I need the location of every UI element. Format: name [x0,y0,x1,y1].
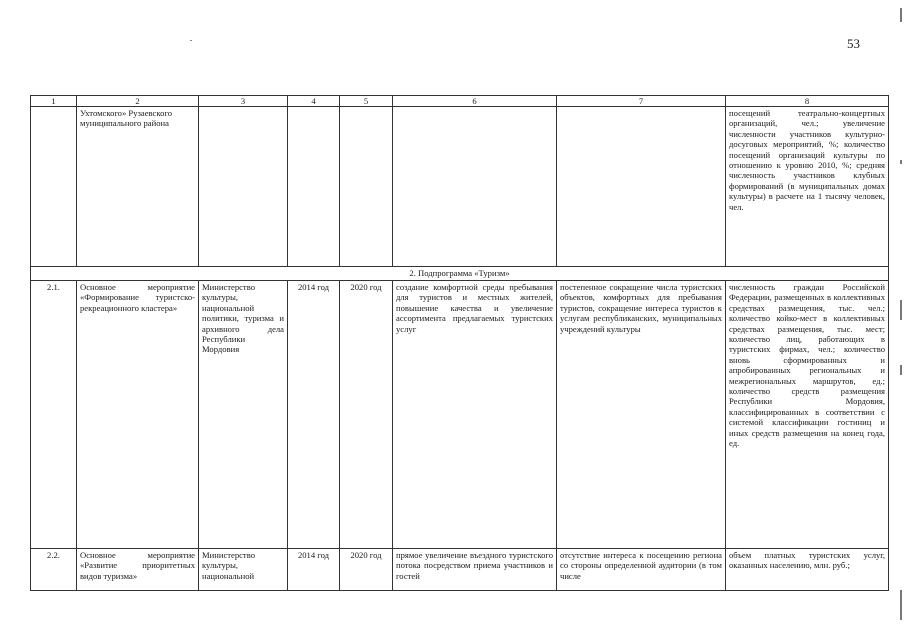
end-cell [340,107,393,267]
executor-cell [199,107,288,267]
indicators-cell: численность граждан Российской Федерации, размещенных в коллективных средствах размещения, тыс. чел.; количество койко-мест в коллективных средствах размещения, тыс. мест; количество лиц, работающих в туристских фирмах, чел.; количество вновь сформированных и апробированных региональных и межрегиональных маршрутов, ед.; количество средств размещения Республики Мордовия, классифицированных в соответствии с системой классификации гостиниц и иных средств размещения на конец года, ед. [726,281,889,549]
end-cell: 2020 год [340,281,393,549]
header-cell: 3 [199,96,288,107]
indicators-cell: посещений театрально-концертных организаций, чел.; увеличение численности участников культурно-досуговых мероприятий, %; количество посещений организаций культуры по отношению к уровню 2010, %; средняя численность участников клубных формирований (в муниципальных домах культуры) в расчете на 1 тысячу человек, чел. [726,107,889,267]
table-row [31,281,889,549]
header-cell: 5 [340,96,393,107]
start-cell: 2014 год [288,549,340,591]
section-title: 2. Подпрограмма «Туризм» [31,267,889,281]
start-cell [288,107,340,267]
program-table [30,95,889,591]
result-cell: прямое увеличение въездного туристского потока посредством приема участников и гостей [393,549,557,591]
header-cell: 7 [557,96,726,107]
scan-dot [190,40,192,41]
section-row [31,267,889,281]
indicators-cell: объем платных туристских услуг, оказанных населению, млн. руб.; [726,549,889,591]
num-cell [31,107,77,267]
start-cell: 2014 год [288,281,340,549]
name-cell: Основное мероприятие «Формирование туристско-рекреационного кластера» [77,281,199,549]
header-cell: 4 [288,96,340,107]
num-cell: 2.2. [31,549,77,591]
header-cell: 2 [77,96,199,107]
header-cell: 6 [393,96,557,107]
header-row [31,96,889,107]
page-number: 53 [847,36,860,51]
scan-artifacts [891,0,905,640]
header-cell: 8 [726,96,889,107]
table-row [31,107,889,267]
executor-cell: Министерство культуры, национальной [199,549,288,591]
consequences-cell: отсутствие интереса к посещению региона со стороны определенной аудитории (в том числе [557,549,726,591]
consequences-cell: постепенное сокращение числа туристских объектов, комфортных для пребывания туристов, сокращение интереса туристов к услугам республиканских, муниципальных учреждений культуры [557,281,726,549]
header-cell: 1 [31,96,77,107]
table-row [31,549,889,591]
result-cell: создание комфортной среды пребывания для туристов и местных жителей, повышение качества и увеличение ассортимента предлагаемых туристских услуг [393,281,557,549]
name-cell: Основное мероприятие «Развитие приоритетных видов туризма» [77,549,199,591]
end-cell: 2020 год [340,549,393,591]
consequences-cell [557,107,726,267]
result-cell [393,107,557,267]
executor-cell: Министерство культуры, национальной политики, туризма и архивного дела Республики Мордовия [199,281,288,549]
name-cell: Ухтомского» Рузаевского муниципального района [77,107,199,267]
num-cell: 2.1. [31,281,77,549]
